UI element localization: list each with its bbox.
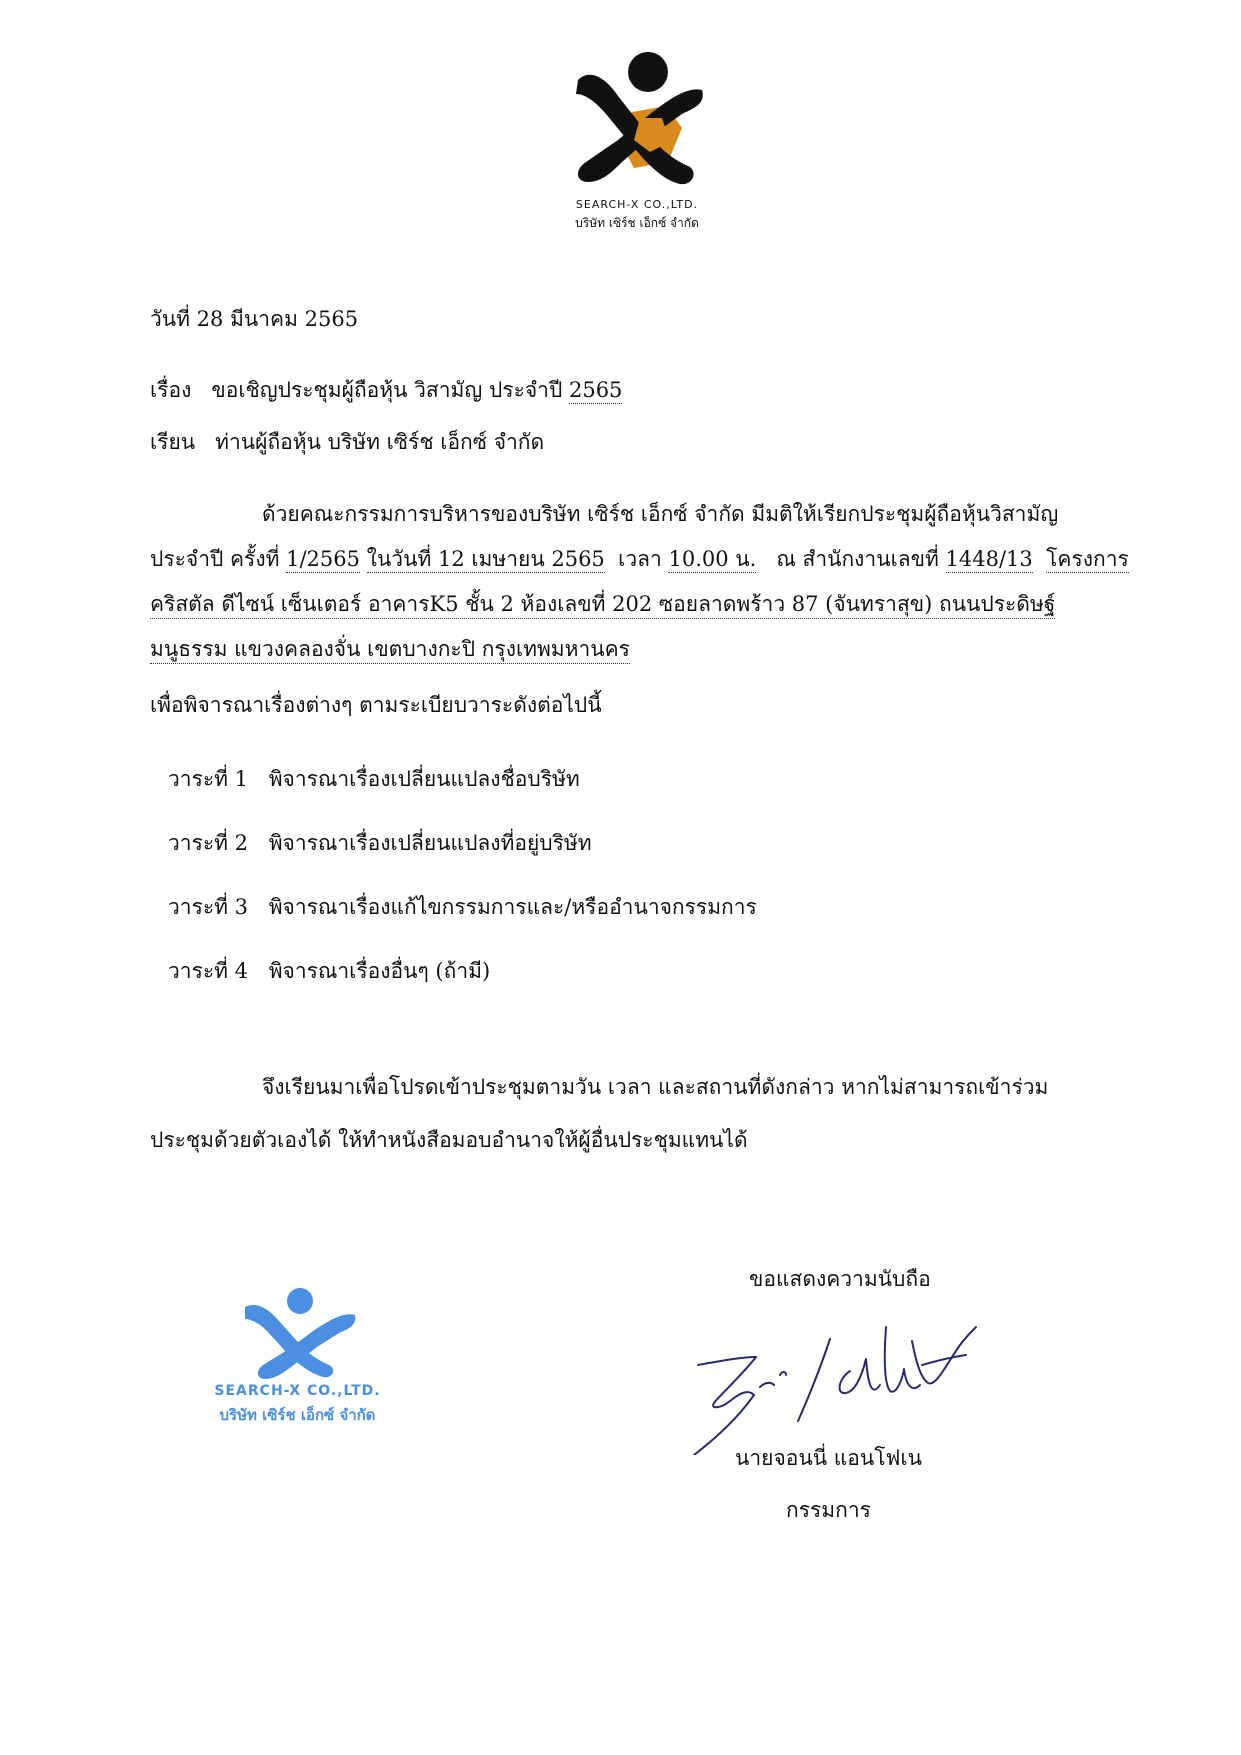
closing-line-2: ประชุมด้วยตัวเองได้ ให้ทำหนังสือมอบอำนาจให้ผู้อื่นประชุมแทนได้ [150,1128,748,1152]
signer-title: กรรมการ [786,1498,871,1522]
date-line: วันที่ 28 มีนาคม 2565 [150,307,359,331]
body-line-3: คริสตัล ดีไซน์ เซ็นเตอร์ อาคารK5 ชั้น 2 ห้องเลขที่ 202 ซอยลาดพร้าว 87 (จันทราสุข) ถนนประดิษฐ์ [150,592,1055,619]
subject-line [150,378,622,403]
body-line-4: มนูธรรม แขวงคลองจั่น เขตบางกะปิ กรุงเทพมหานคร [150,637,630,664]
body-line-2-a: ประจำปี ครั้งที่ [150,547,280,571]
subject-year: 2565 [568,378,623,402]
body-line-1: ด้วยคณะกรรมการบริหารของบริษัท เซิร์ช เอ็กซ์ จำกัด มีมติให้เรียกประชุมผู้ถือหุ้นวิสามัญ [262,502,1059,526]
time-label: เวลา [618,547,662,571]
logo-text-en: SEARCH-X CO.,LTD. [575,198,699,211]
recipient-label: เรียน [150,430,196,454]
search-x-logo-icon [570,50,710,200]
company-logo [570,50,710,235]
agenda-item [168,831,592,856]
search-x-stamp-icon [205,1285,390,1385]
agenda-text: พิจารณาเรื่องแก้ไขกรรมการและ/หรืออำนาจกรรมการ [268,895,757,919]
body-paragraph-2: เพื่อพิจารณาเรื่องต่างๆ ตามระเบียบวาระดังต่อไปนี้ [150,693,602,717]
project-label: โครงการ [1046,547,1129,571]
stamp-text-th: บริษัท เซิร์ช เอ็กซ์ จำกัด [219,1406,376,1424]
agenda-text: พิจารณาเรื่องเปลี่ยนแปลงชื่อบริษัท [268,767,580,791]
handwritten-signature-icon [690,1305,990,1455]
agenda-item [168,895,757,920]
regards-text: ขอแสดงความนับถือ [749,1267,931,1291]
agenda-item [168,959,490,984]
agenda-label: วาระที่ 4 [168,959,249,983]
body-line-2 [150,547,1129,572]
agenda-label: วาระที่ 1 [168,767,249,791]
closing-line-1: จึงเรียนมาเพื่อโปรดเข้าประชุมตามวัน เวลา และสถานที่ดังกล่าว หากไม่สามารถเข้าร่วม [262,1075,1049,1099]
meeting-date: ในวันที่ 12 เมษายน 2565 [366,547,605,571]
agenda-text: พิจารณาเรื่องอื่นๆ (ถ้ามี) [268,959,491,983]
office-label: ณ สำนักงานเลขที่ [776,547,939,571]
subject-label: เรื่อง [150,378,192,402]
company-stamp [205,1285,390,1425]
agenda-label: วาระที่ 2 [168,831,249,855]
agenda-text: พิจารณาเรื่องเปลี่ยนแปลงที่อยู่บริษัท [268,831,592,855]
recipient-text: ท่านผู้ถือหุ้น บริษัท เซิร์ช เอ็กซ์ จำกัด [215,430,545,454]
agenda-item [168,767,580,792]
meeting-time: 10.00 น. [668,547,757,571]
office-number: 1448/13 [945,547,1033,571]
meeting-number: 1/2565 [286,547,360,571]
agenda-label: วาระที่ 3 [168,895,249,919]
stamp-text-en: SEARCH-X CO.,LTD. [214,1383,381,1399]
recipient-line [150,430,544,455]
logo-text-th: บริษัท เซิร์ช เอ็กซ์ จำกัด [575,216,699,230]
subject-text: ขอเชิญประชุมผู้ถือหุ้น วิสามัญ ประจำปี [211,378,563,402]
signer-name: นายจอนนี่ แอนโฟเน [735,1446,922,1470]
